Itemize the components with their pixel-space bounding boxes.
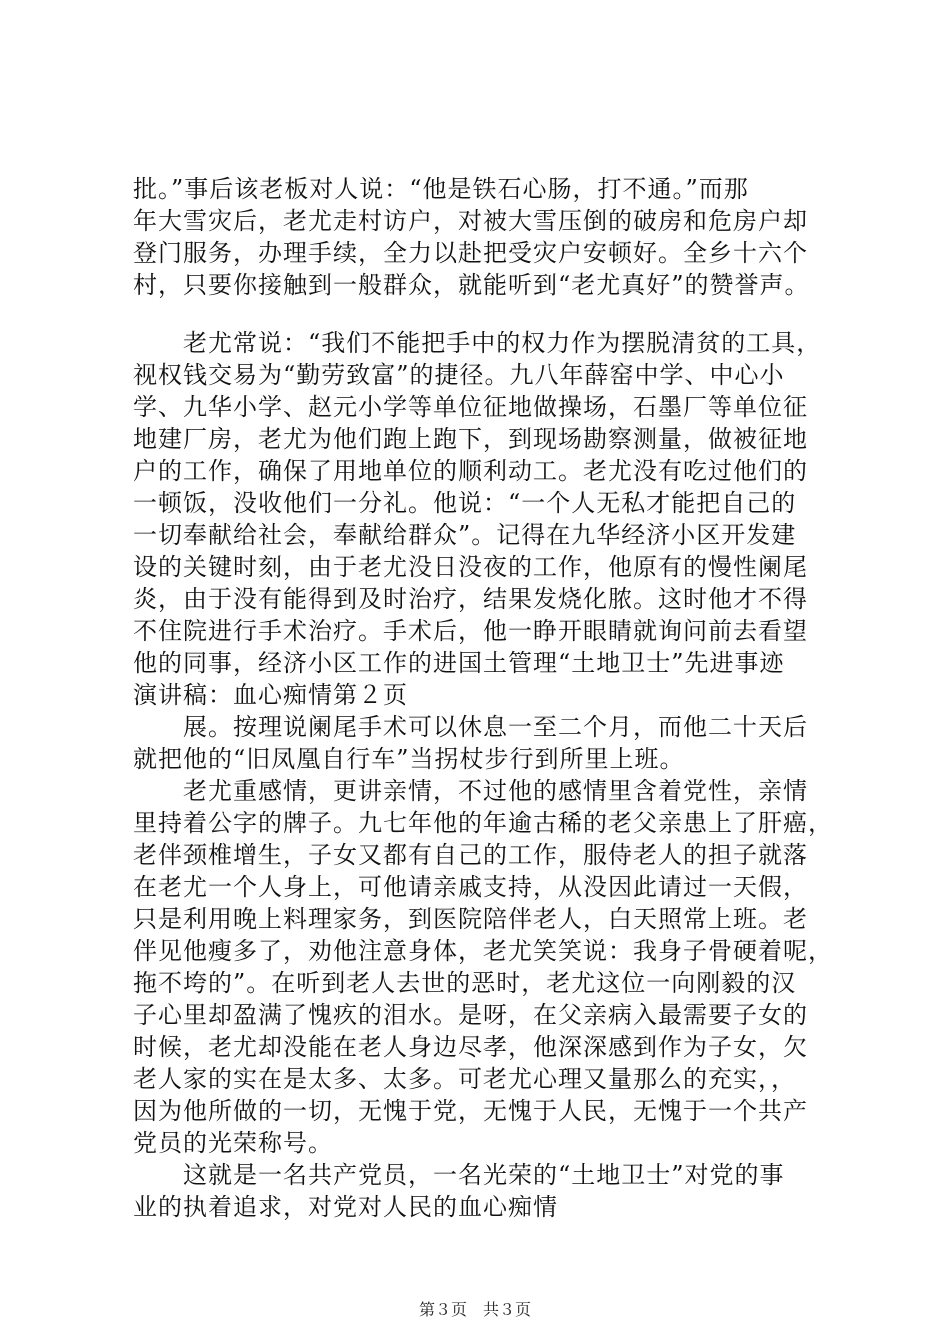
text-line: 里持着公字的牌子。九七年他的年逾古稀的老父亲患上了肝癌， — [133, 809, 833, 837]
text-line: 批。”事后该老板对人说：“他是铁石心肠，打不通。”而那 — [133, 175, 749, 203]
text-line: 在老尤一个人身上，可他请亲戚支持，从没因此请过一天假， — [133, 873, 808, 901]
text-line: 业的执着追求，对党对人民的血心痴情 — [133, 1193, 558, 1221]
text-line: 老尤重感情，更讲亲情，不过他的感情里含着党性，亲情 — [133, 777, 808, 805]
text-line: 不住院进行手术治疗。手术后，他一睁开眼睛就询问前去看望 — [133, 617, 808, 645]
text-line: 一切奉献给社会，奉献给群众”。记得在九华经济小区开发建 — [133, 521, 797, 549]
text-line: 演讲稿：血心痴情第２页 — [133, 681, 408, 709]
text-line: 户的工作，确保了用地单位的顺利动工。老尤没有吃过他们的 — [133, 457, 808, 485]
text-line: 老尤常说：“我们不能把手中的权力作为摆脱清贫的工具， — [133, 329, 822, 357]
paragraph-2 — [133, 327, 853, 711]
text-line: 伴见他瘦多了，劝他注意身体，老尤笑笑说：我身子骨硬着呢， — [133, 937, 833, 965]
text-line: 老人家的实在是太多、太多。可老尤心理又量那么的充实，， — [133, 1065, 796, 1093]
text-line: 展。按理说阑尾手术可以休息一至二个月，而他二十天后 — [133, 713, 808, 741]
paragraph-5 — [133, 1159, 853, 1223]
text-line: 拖不垮的”。在听到老人去世的恶时，老尤这位一向刚毅的汉 — [133, 969, 797, 997]
text-line: 因为他所做的一切，无愧于党，无愧于人民，无愧于一个共产 — [133, 1097, 808, 1125]
text-line: 地建厂房，老尤为他们跑上跑下，到现场勘察测量，做被征地 — [133, 425, 808, 453]
page-footer: 第３页 共３页 — [418, 1300, 531, 1319]
text-line: 视权钱交易为“勤劳致富”的捷径。九八年薛窑中学、中心小 — [133, 361, 785, 389]
text-line: 子心里却盈满了愧疚的泪水。是呀，在父亲病入最需要子女的 — [133, 1001, 808, 1029]
text-line: 年大雪灾后，老尤走村访户，对被大雪压倒的破房和危房户却 — [133, 207, 808, 235]
text-line: 炎，由于没有能得到及时治疗，结果发烧化脓。这时他才不得 — [133, 585, 808, 613]
text-line: 登门服务，办理手续，全力以赴把受灾户安顿好。全乡十六个 — [133, 239, 808, 267]
paragraph-3 — [133, 711, 853, 775]
text-line: 党员的光荣称号。 — [133, 1129, 333, 1157]
text-line: 时候，老尤却没能在老人身边尽孝，他深深感到作为子女，欠 — [133, 1033, 808, 1061]
text-line: 这就是一名共产党员，一名光荣的“土地卫士”对党的事 — [133, 1161, 785, 1189]
text-line: 一顿饭，没收他们一分礼。他说：“一个人无私才能把自己的 — [133, 489, 797, 517]
text-line: 学、九华小学、赵元小学等单位征地做操场，石墨厂等单位征 — [133, 393, 808, 421]
paragraph-4 — [133, 775, 853, 1159]
paragraph-1 — [133, 173, 853, 301]
text-line: 老伴颈椎增生，子女又都有自己的工作，服侍老人的担子就落 — [133, 841, 808, 869]
paragraph-gap — [133, 301, 853, 327]
text-line: 就把他的“旧凤凰自行车”当拐杖步行到所里上班。 — [133, 745, 685, 773]
text-line: 只是利用晚上料理家务，到医院陪伴老人，白天照常上班。老 — [133, 905, 808, 933]
text-line: 村，只要你接触到一般群众，就能听到“老尤真好”的赞誉声。 — [133, 271, 810, 299]
text-line: 设的关键时刻，由于老尤没日没夜的工作，他原有的慢性阑尾 — [133, 553, 808, 581]
text-line: 他的同事，经济小区工作的进国土管理“土地卫士”先进事迹 — [133, 649, 785, 677]
document-body — [133, 173, 853, 1223]
